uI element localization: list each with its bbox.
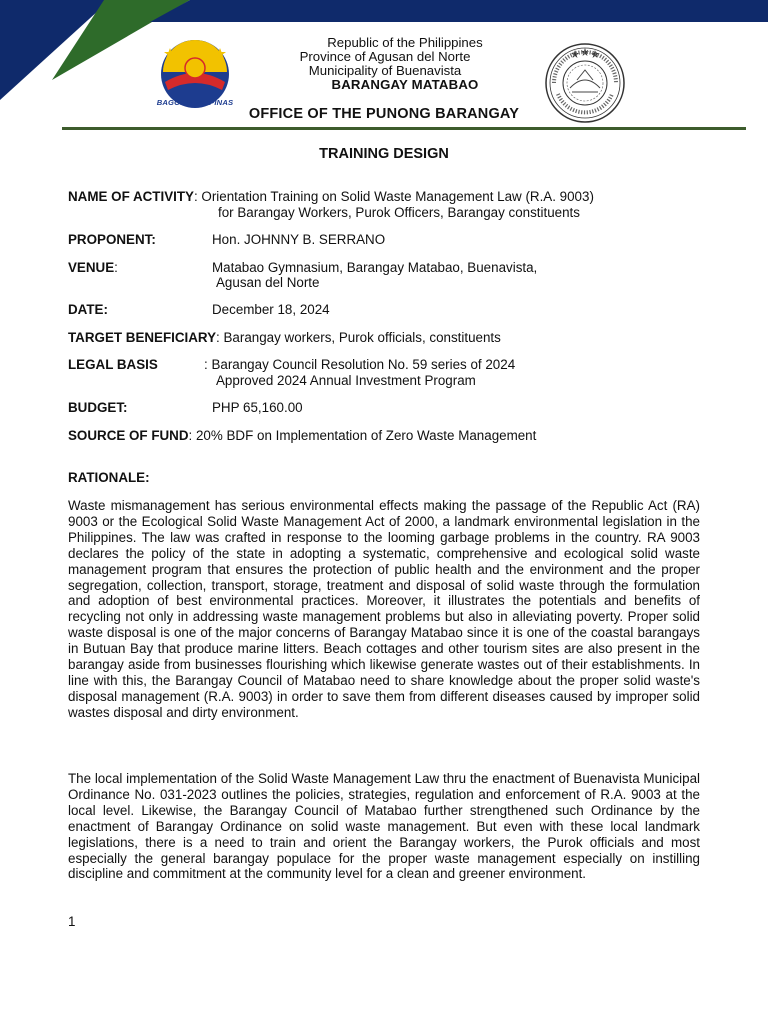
header-divider [62, 127, 746, 130]
source-label: SOURCE OF FUND [68, 428, 189, 443]
activity-value-line2: for Barangay Workers, Purok Officers, Barangay constituents [218, 205, 580, 220]
proponent-value: Hon. JOHNNY B. SERRANO [212, 232, 386, 247]
legal-label: LEGAL BASIS [68, 357, 158, 372]
legal-value-line2: Approved 2024 Annual Investment Program [216, 373, 476, 388]
budget-value: PHP 65,160.00 [212, 400, 303, 415]
banner-navy-top [150, 0, 768, 22]
rationale-paragraph-1: Waste mismanagement has serious environmental effects making the passage of the Republic Act (RA) 9003 or the Ecological Solid Waste Management Act of 2000, a landmark environmental legislation in the Philippines. The law was crafted in response to the looming garbage problems in the country. RA 9003 declares the policy of the state in adopting a systematic, comprehensive and ecological solid waste management program that ensures the protection of public health and the environment and the proper segregation, collection, transport, storage, treatment and disposal of solid waste through the formulation and adoption of best environmental practices. Moreover, it illustrates the potentials and benefits of recycling not only in addressing waste management problems but also in alleviating poverty. Proper solid waste disposal is one of the major concerns of Barangay Matabao since it is one of the coastal barangays in Butuan Bay that produce marine litters. Beach cottages and other tourism sites are also present in the barangay aside from businesses flourishing which likewise generate wastes out of their establishments. In line with this, the Barangay Council of Matabao need to share knowledge about the proper solid waste's disposal management (R.A. 9003) in order to save them from different diseases caused by improper solid wastes disposal and dirty environment. [68, 498, 700, 720]
legal-value-line1: : Barangay Council Resolution No. 59 series of 2024 [204, 357, 516, 372]
rationale-heading-text: RATIONALE: [68, 470, 150, 485]
document-title: TRAINING DESIGN [319, 146, 449, 162]
venue-value-line2: Agusan del Norte [216, 275, 320, 290]
target-label: TARGET BENEFICIARY [68, 330, 217, 345]
office-title: OFFICE OF THE PUNONG BARANGAY [248, 106, 520, 122]
target-value: : Barangay workers, Purok officials, constituents [216, 330, 501, 345]
letterhead-municipality: Municipality of Buenavista [308, 63, 462, 78]
date-label: DATE: [68, 302, 108, 317]
proponent-label: PROPONENT: [68, 232, 156, 247]
rationale-heading [68, 470, 150, 486]
field-target-beneficiary [68, 330, 501, 346]
letterhead-province: Province of Agusan del Norte [299, 49, 471, 64]
venue-colon: : [114, 260, 118, 275]
letterhead-country: Republic of the Philippines [327, 35, 483, 50]
date-value: December 18, 2024 [212, 302, 330, 317]
letterhead [250, 36, 520, 92]
rationale-paragraph-2: The local implementation of the Solid Waste Management Law thru the enactment of Buenavista Municipal Ordinance No. 031-2023 outlines the policies, strategies, regulation and enforcement of R.A. 9003 at the local level. Likewise, the Barangay Council of Matabao further strengthened such Ordinance by the enactment of Barangay Ordinance on solid waste management. But even with these local landmark legislations, there is a need to train and orient the Barangay workers, the Purok officials and most especially the general barangay populace for the proper waste management especially on instilling discipline and commitment at the community level for a clean and greener environment. [68, 771, 700, 882]
activity-label: NAME OF ACTIVITY [68, 189, 194, 204]
activity-value-line1: : Orientation Training on Solid Waste Management Law (R.A. 9003) [193, 189, 594, 204]
letterhead-barangay: BARANGAY MATABAO [331, 77, 479, 92]
field-legal-basis [68, 357, 158, 373]
source-value: : 20% BDF on Implementation of Zero Waste Management [188, 428, 537, 443]
page-number: 1 [68, 914, 76, 929]
field-budget [68, 400, 128, 416]
field-date [68, 302, 108, 318]
field-venue [68, 260, 118, 276]
field-source-of-fund [68, 428, 536, 444]
venue-value-line1: Matabao Gymnasium, Barangay Matabao, Buenavista, [212, 260, 538, 275]
venue-label: VENUE [68, 260, 115, 275]
field-proponent [68, 232, 156, 248]
budget-label: BUDGET: [68, 400, 128, 415]
logo-label: BAGONG PILIPINAS [156, 98, 234, 107]
field-activity [68, 189, 594, 205]
